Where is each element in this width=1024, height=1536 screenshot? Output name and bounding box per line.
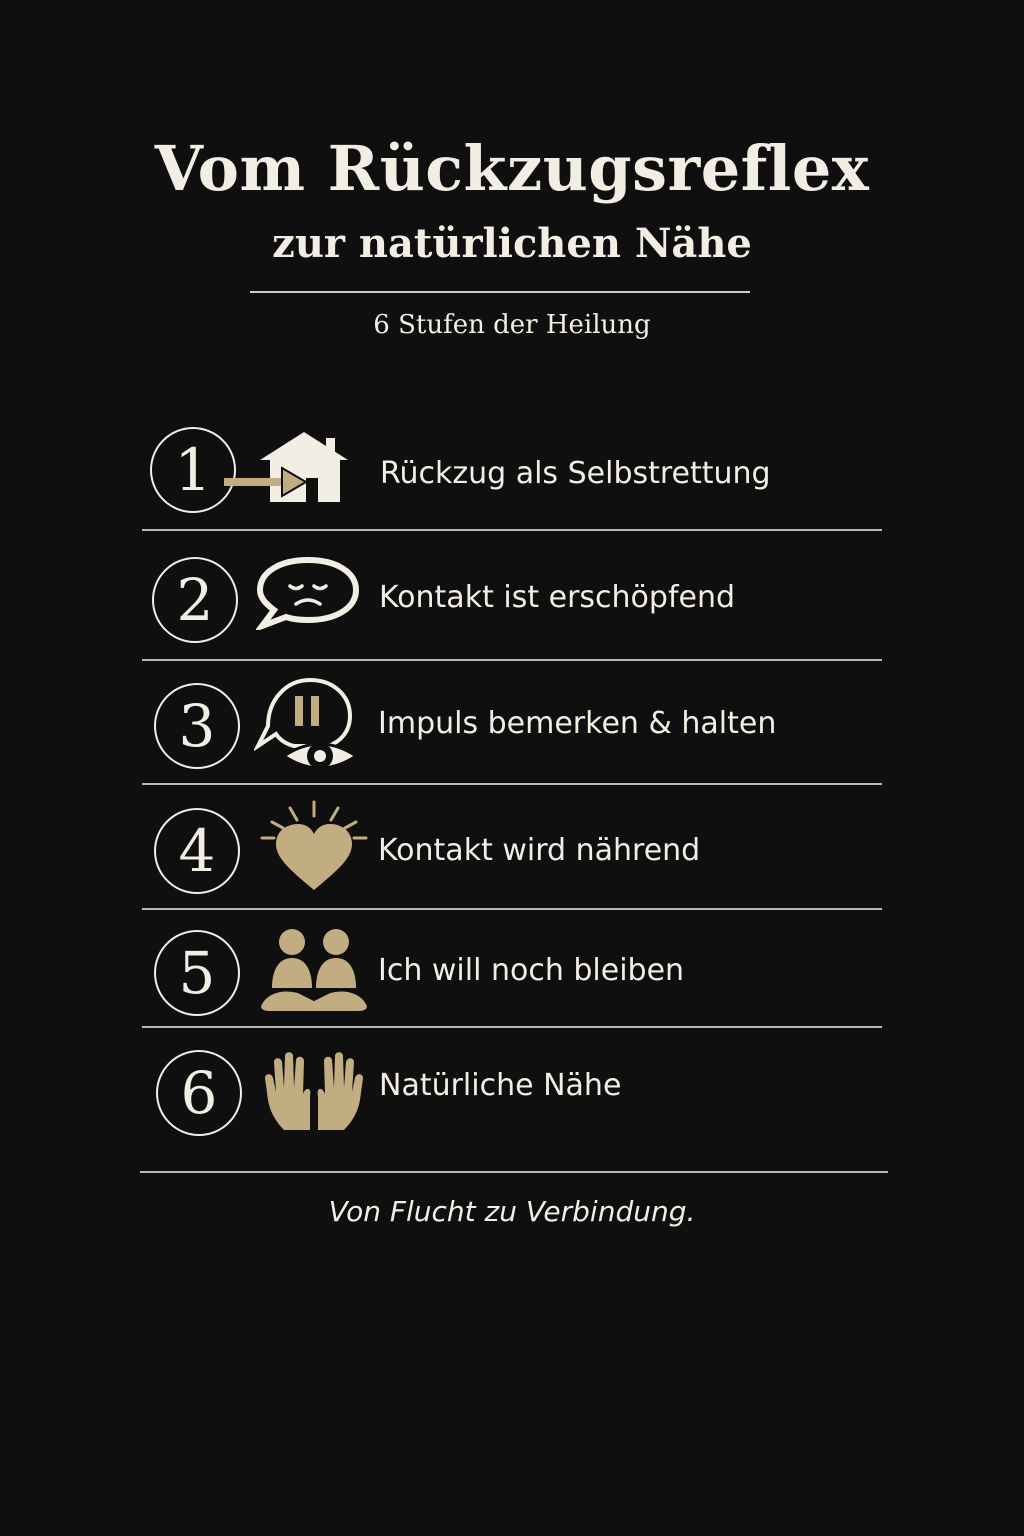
stage-number-badge: 2 <box>152 557 238 643</box>
stage-number-badge: 1 <box>150 427 236 513</box>
stage-label: Rückzug als Selbstrettung <box>380 456 771 491</box>
page-subtitle: zur natürlichen Nähe <box>272 220 752 267</box>
stage-divider <box>142 1026 882 1028</box>
two-people-sitting-icon <box>258 926 370 1016</box>
stage-label: Ich will noch bleiben <box>378 953 685 988</box>
house-arrow-icon <box>222 428 352 504</box>
stage-label: Natürliche Nähe <box>379 1068 622 1103</box>
stage-label: Impuls bemerken & halten <box>378 706 777 741</box>
stage-divider <box>142 529 882 531</box>
stage-divider <box>142 908 882 910</box>
sad-speech-bubble-icon <box>256 556 360 630</box>
glowing-heart-icon <box>260 800 370 892</box>
footer-tagline: Von Flucht zu Verbindung. <box>328 1195 696 1228</box>
stage-label: Kontakt wird nährend <box>378 833 701 868</box>
stage-divider <box>142 783 882 785</box>
open-hands-icon <box>262 1048 366 1132</box>
pause-eye-icon <box>254 676 362 778</box>
stage-number-badge: 5 <box>154 930 240 1016</box>
stage-number-badge: 3 <box>154 683 240 769</box>
stage-label: Kontakt ist erschöpfend <box>379 580 736 615</box>
tagline: 6 Stufen der Heilung <box>373 310 651 340</box>
stage-number-badge: 4 <box>154 808 240 894</box>
title-divider <box>250 291 750 293</box>
stage-divider <box>142 659 882 661</box>
footer-divider <box>140 1171 888 1173</box>
page-title: Vom Rückzugsreflex <box>154 132 870 205</box>
stage-number-badge: 6 <box>156 1050 242 1136</box>
